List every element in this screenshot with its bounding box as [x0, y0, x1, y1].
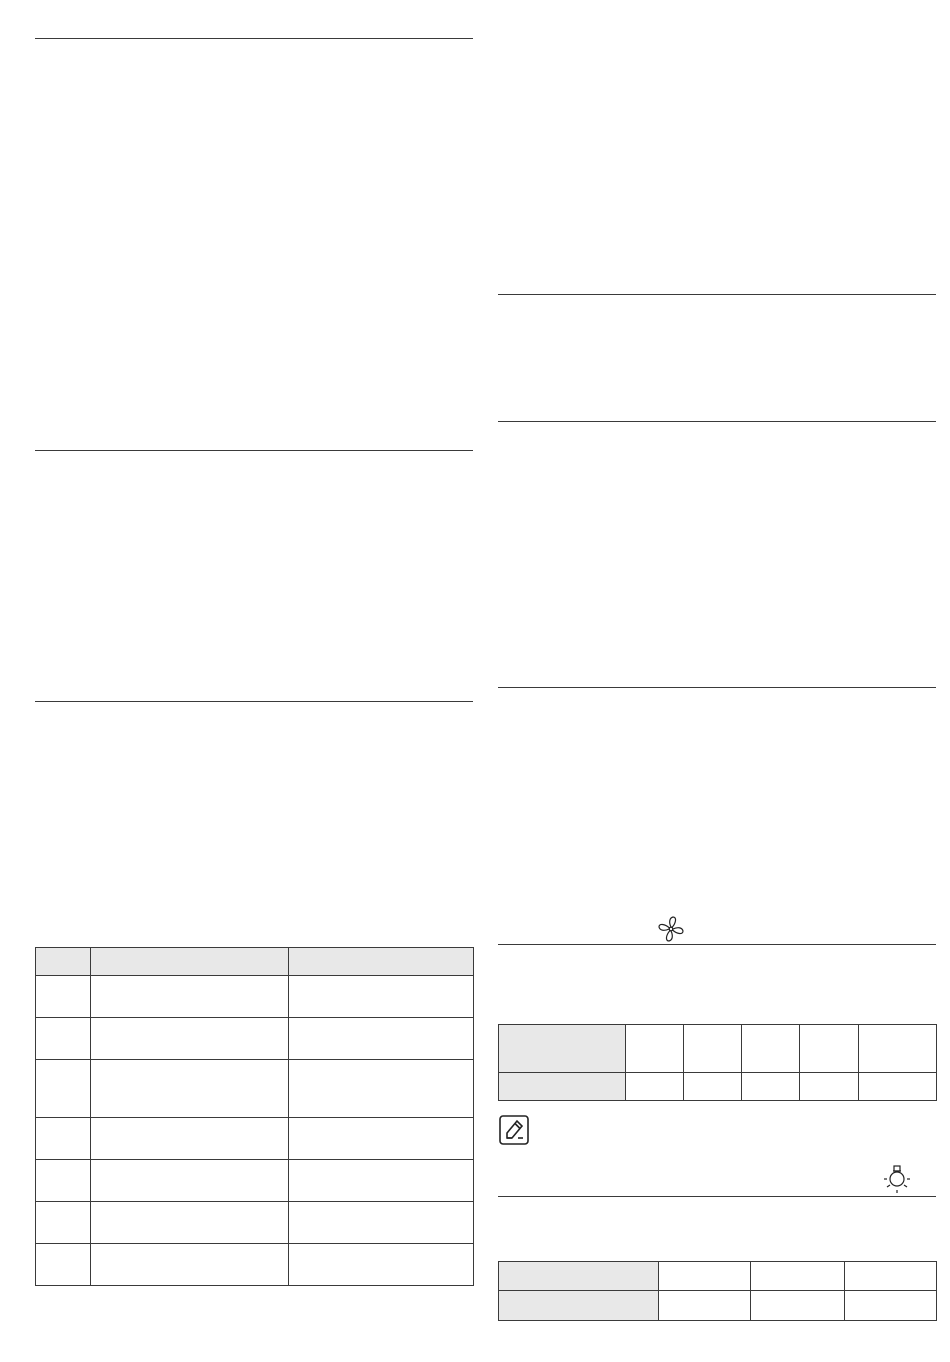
table-row: [499, 1025, 937, 1073]
section-rule-right-1: [498, 294, 936, 295]
table-row: [36, 1202, 474, 1244]
table-cell: [742, 1025, 800, 1073]
table-cell: [742, 1073, 800, 1101]
table-cell: [626, 1025, 684, 1073]
table-cell: [91, 1202, 289, 1244]
table-header-cell: [36, 948, 91, 976]
table-cell: [36, 976, 91, 1018]
table-cell: [751, 1262, 845, 1291]
section-rule-right-5: [498, 1196, 936, 1197]
table-cell: [800, 1025, 859, 1073]
table-cell: [859, 1025, 937, 1073]
table-cell: [800, 1073, 859, 1101]
table-cell: [91, 1118, 289, 1160]
fan-table: [498, 1024, 937, 1101]
table-row: [36, 1060, 474, 1118]
section-rule-right-4: [498, 944, 936, 945]
table-cell: [36, 1018, 91, 1060]
table-cell: [36, 1160, 91, 1202]
table-row: [36, 1118, 474, 1160]
table-cell: [626, 1073, 684, 1101]
table-row: [499, 1262, 937, 1291]
table-cell: [36, 1118, 91, 1160]
lamp-icon: [882, 1164, 912, 1194]
table-cell: [659, 1262, 751, 1291]
table-cell: [684, 1025, 742, 1073]
table-cell: [91, 1160, 289, 1202]
table-header-cell: [499, 1073, 626, 1101]
table-row: [36, 1018, 474, 1060]
fan-icon: [656, 914, 686, 944]
table-header-cell: [499, 1291, 659, 1321]
table-cell: [289, 976, 474, 1018]
table-cell: [659, 1291, 751, 1321]
table-cell: [289, 1060, 474, 1118]
lamp-table: [498, 1261, 937, 1321]
table-cell: [859, 1073, 937, 1101]
section-rule-right-2: [498, 421, 936, 422]
table-row: [499, 1073, 937, 1101]
table-cell: [91, 1060, 289, 1118]
table-row: [499, 1291, 937, 1321]
table-cell: [289, 1118, 474, 1160]
program-table: [35, 947, 474, 1286]
table-header-cell: [499, 1025, 626, 1073]
note-pencil-icon: [498, 1114, 530, 1146]
table-header-cell: [499, 1262, 659, 1291]
table-row: [36, 976, 474, 1018]
section-rule-right-3: [498, 687, 936, 688]
table-cell: [91, 1018, 289, 1060]
table-cell: [289, 1160, 474, 1202]
table-cell: [91, 976, 289, 1018]
table-header-cell: [91, 948, 289, 976]
table-cell: [36, 1202, 91, 1244]
table-cell: [289, 1018, 474, 1060]
section-rule-left-3: [35, 701, 473, 702]
table-cell: [289, 1202, 474, 1244]
table-row: [36, 1160, 474, 1202]
table-cell: [845, 1262, 937, 1291]
table-cell: [751, 1291, 845, 1321]
table-cell: [289, 1244, 474, 1286]
table-cell: [36, 1060, 91, 1118]
table-cell: [684, 1073, 742, 1101]
table-cell: [91, 1244, 289, 1286]
table-cell: [36, 1244, 91, 1286]
table-cell: [845, 1291, 937, 1321]
section-rule-left-1: [35, 38, 473, 39]
section-rule-left-2: [35, 450, 473, 451]
table-row: [36, 1244, 474, 1286]
table-header-cell: [289, 948, 474, 976]
table-header-row: [36, 948, 474, 976]
